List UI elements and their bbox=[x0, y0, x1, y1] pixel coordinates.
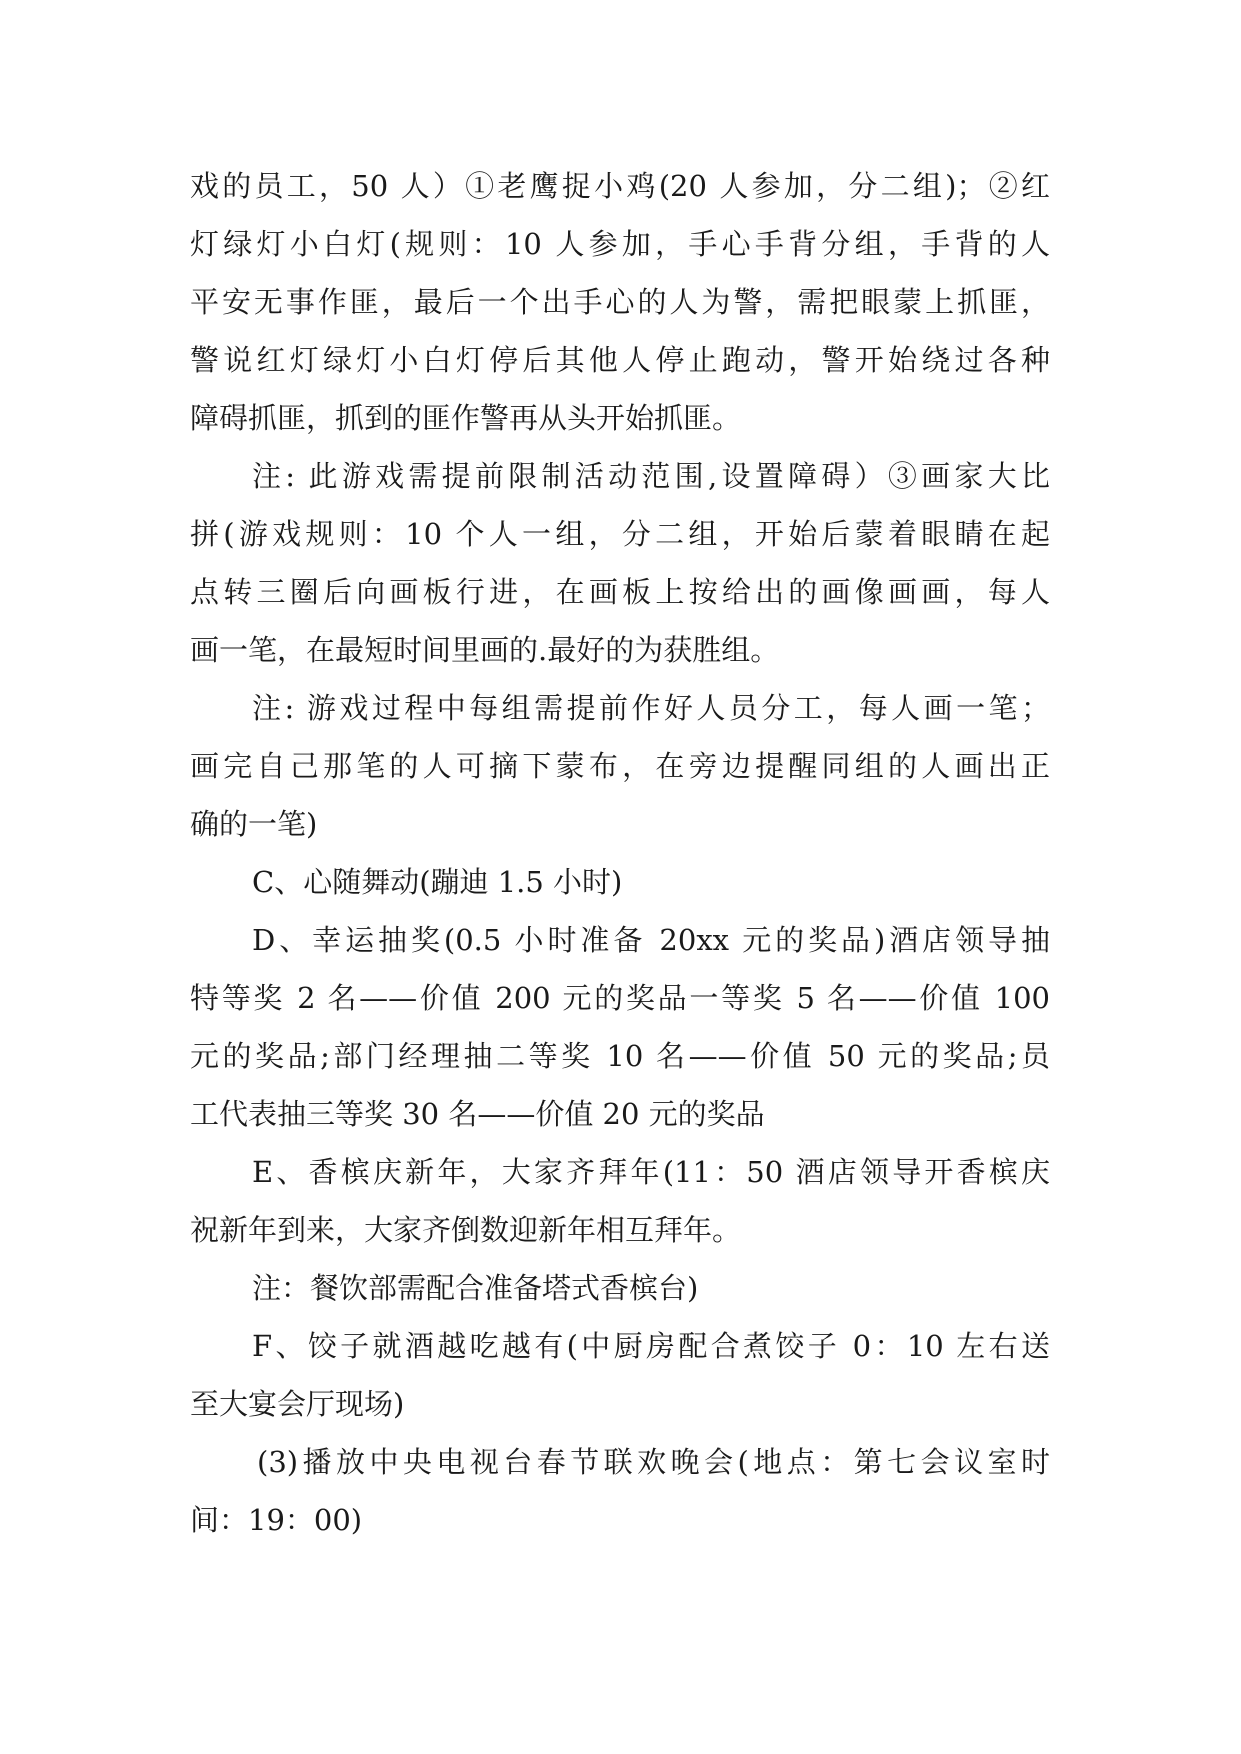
text-line: 拼(游戏规则：10 个人一组，分二组，开始后蒙着眼睛在起 bbox=[190, 517, 1050, 551]
text-line: 障碍抓匪，抓到的匪作警再从头开始抓匪。 bbox=[190, 401, 742, 435]
text-line: 至大宴会厅现场) bbox=[190, 1387, 405, 1421]
text-line: 画一笔，在最短时间里画的.最好的为获胜组。 bbox=[190, 633, 780, 667]
note-line: 注：餐饮部需配合准备塔式香槟台) bbox=[252, 1271, 699, 1305]
text-line: 点转三圈后向画板行进，在画板上按给出的画像画画，每人 bbox=[190, 575, 1050, 609]
text-line: 平安无事作匪，最后一个出手心的人为警，需把眼蒙上抓匪， bbox=[190, 285, 1050, 319]
section-item: C、心随舞动(蹦迪 1.5 小时) bbox=[252, 865, 623, 899]
text-line: 画完自己那笔的人可摘下蒙布，在旁边提醒同组的人画出正 bbox=[190, 749, 1050, 783]
text-line: 元的奖品;部门经理抽二等奖 10 名——价值 50 元的奖品;员 bbox=[190, 1039, 1050, 1073]
text-line: 警说红灯绿灯小白灯停后其他人停止跑动，警开始绕过各种 bbox=[190, 343, 1050, 377]
note-line: 注: 此游戏需提前限制活动范围,设置障碍）③画家大比 bbox=[252, 459, 1050, 493]
section-item: (3)播放中央电视台春节联欢晚会(地点：第七会议室时 bbox=[257, 1445, 1050, 1479]
text-line: 工代表抽三等奖 30 名——价值 20 元的奖品 bbox=[190, 1097, 765, 1131]
text-line: 灯绿灯小白灯(规则：10 人参加，手心手背分组，手背的人 bbox=[190, 227, 1050, 261]
text-line: 祝新年到来，大家齐倒数迎新年相互拜年。 bbox=[190, 1213, 742, 1247]
text-line: 确的一笔) bbox=[190, 807, 318, 841]
section-item: F、饺子就酒越吃越有(中厨房配合煮饺子 0：10 左右送 bbox=[252, 1329, 1050, 1363]
text-line: 特等奖 2 名——价值 200 元的奖品一等奖 5 名——价值 100 bbox=[190, 981, 1050, 1015]
text-line: 戏的员工，50 人）①老鹰捉小鸡(20 人参加，分二组)；②红 bbox=[190, 169, 1050, 203]
section-item: D、幸运抽奖(0.5 小时准备 20xx 元的奖品)酒店领导抽 bbox=[252, 923, 1050, 957]
section-item: E、香槟庆新年，大家齐拜年(11：50 酒店领导开香槟庆 bbox=[252, 1155, 1050, 1189]
text-line: 间：19：00) bbox=[190, 1503, 363, 1537]
note-line: 注: 游戏过程中每组需提前作好人员分工，每人画一笔； bbox=[252, 691, 1050, 725]
